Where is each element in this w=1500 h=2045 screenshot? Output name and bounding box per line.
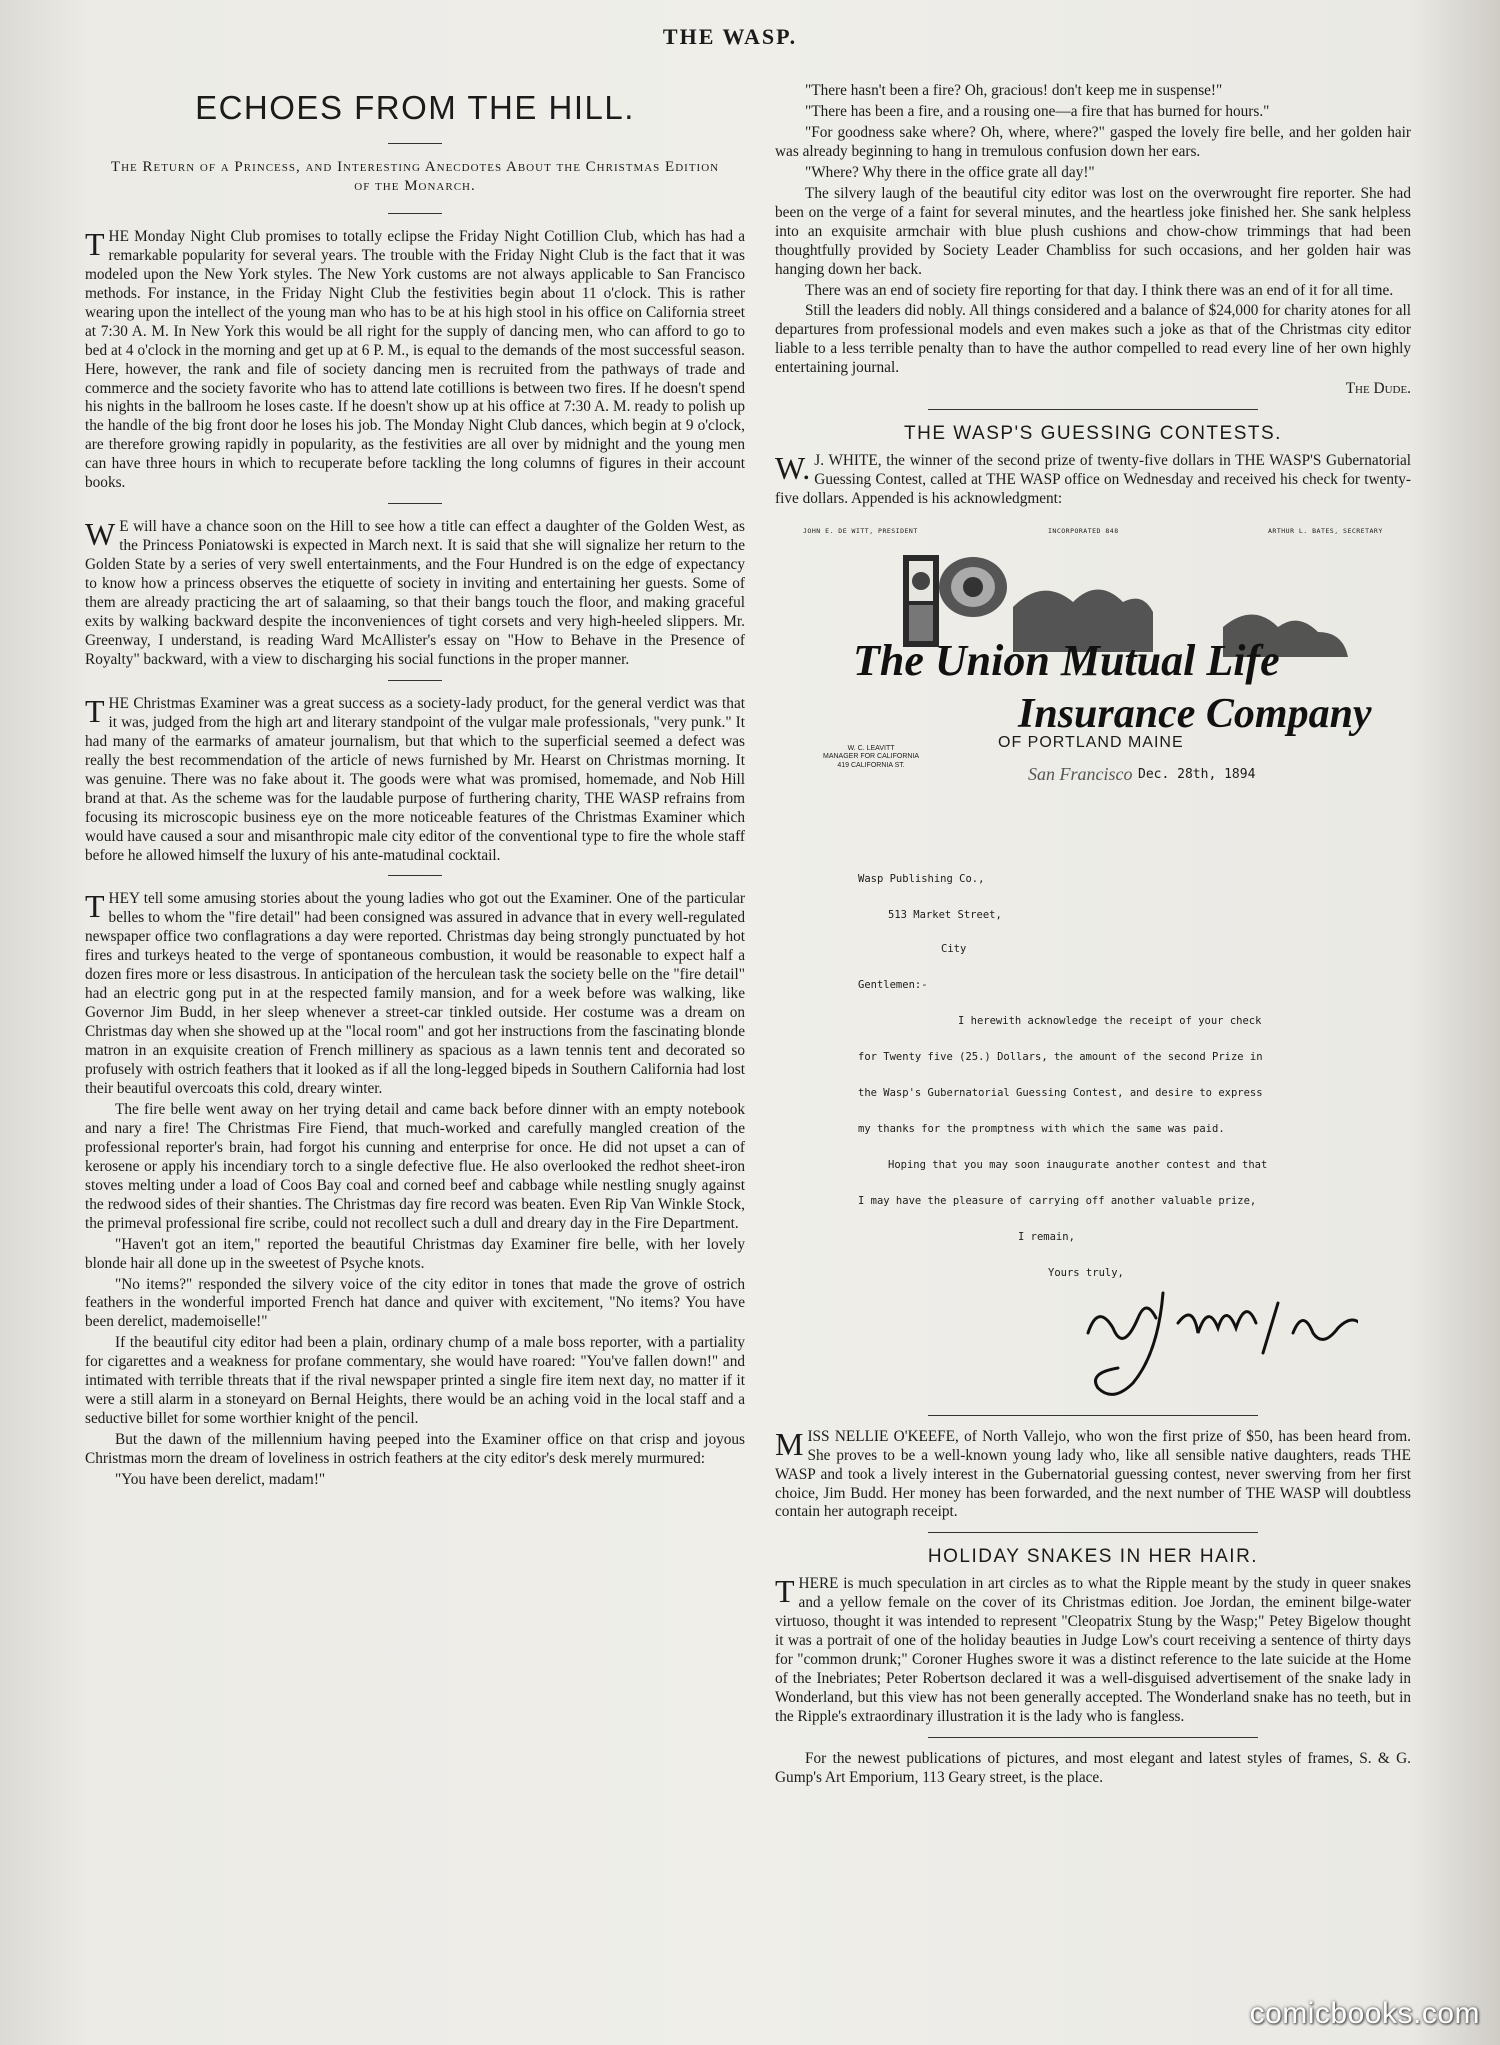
secretary-name: ARTHUR L. BATES, SECRETARY: [1268, 526, 1383, 535]
paragraph: "There hasn't been a fire? Oh, gracious! don't keep me in suspense!": [805, 82, 1223, 99]
masthead: THE WASP.: [662, 24, 798, 49]
incorporated-note: INCORPORATED 848: [1048, 526, 1119, 535]
paragraph: THERE is much speculation in art circles as to what the Ripple meant by the study in queer snakes and a yellow female on the cover of its Christmas edition. Joe Jordan, the eminent bilge-water virtuoso, thought it was intended to represent "Cleopatrix Stung by the Wasp;" Petey Bigelow thought it was a portrait of one of the holiday beauties in Judge Low's court receiving a sentence of thirty days for "common drunk;" Coroner Hughes swore it was a distinct reference to the late suicide at the Home of the Inebriates; Peter Robertson declared it was a well-disguised advertisement of the snake lady in Wonderland, but this view has not been generally accepted. The Wonderland snake has no teeth, but in the Ripple's extraordinary illustration it is the lady who is fangless.: [775, 1572, 1411, 1725]
divider: [388, 143, 442, 144]
letter-address-2: 513 Market Street,: [888, 908, 1002, 921]
paragraph: The silvery laugh of the beautiful city editor was lost on the overwrought fire reporter. She had been on the verge of a faint for several minutes, and the heartless joke finished her. She sank helpless into an exquisite armchair with blue plush cushions and chow-chow trimmings that had been thoughtfully provided by Society Leader Chambliss for such occasions, and her golden hair was hanging down her back.: [775, 184, 1411, 278]
company-name-line2: Insurance Company: [1018, 690, 1372, 737]
letter-body-line: my thanks for the promptness with which the same was paid.: [858, 1122, 1225, 1135]
manager-name: W. C. LEAVITT: [847, 744, 895, 752]
divider: [928, 1737, 1258, 1738]
paragraph: THE Monday Night Club promises to totally eclipse the Friday Night Cotillion Club, which has had a remarkable popularity for several years. The trouble with the Friday Night Club is the fact that it was modeled upon the New York styles. The New York customs are not always applicable to San Francisco methods. For instance, in the Friday Night Club the festivities begin about 11 o'clock. This is rather wearing upon the intellect of the young man who has to be at his high stool in his office on California street at 7:30 A. M. In New York this would be all right for the supply of dancing men, who can afford to go to bed at 4 o'clock in the morning and get up at 6 P. M., is equal to the demands of the most successful season. Here, however, the rank and file of society dancing men is recruited from the pathways of trade and commerce and the society favorite who has to attend late cotillions is between two fires. If he doesn't spend his nights in the ballroom he loses caste. If he doesn't show up at his office at 7:30 A. M. ready to polish up the handle of the big front door he loses his job. The Monday Night Club dances, which begin at 9 o'clock, are therefore growing rapidly in popularity, as the festivities are all over by midnight and the young men can have three hours in which to recuperate before tackling the long columns of figures in their account books.: [85, 225, 745, 492]
acknowledgment-letter: [783, 523, 1403, 1403]
letterhead-officers: [803, 527, 1403, 541]
section-title: HOLIDAY SNAKES IN HER HAIR.: [927, 1546, 1259, 1568]
paragraph: THEY tell some amusing stories about the young ladies who got out the Examiner. One of the particular belles to whom the "fire detail" had been consigned was assured in advance that in every well-regulated newspaper office two conflagrations a day were reported. Christmas day being strongly punctuated by hot fires and turkeys heated to the verge of spontaneous combustion, it would be reasonable to expect half a dozen fires more or less disastrous. In anticipation of the herculean task the society belle on the "fire detail" had an electric gong put in at the respected family mansion, and for a week before was walking, like Governor Jim Budd, in her sleep whenever a street-car tinkled outside. Her costume was a dream on Christmas day when she showed up at the "local room" and got her instructions from the fascinating blonde matron in an exquisite creation of French millinery as spacious as a lawn tennis tent and decorated so profusely with ostrich feathers that it looked as if all the long-legged bipeds in Southern California had lost their beautiful overcoats this cold, dreary winter.: [85, 888, 745, 1097]
paragraph: "You have been derelict, madam!": [115, 1471, 326, 1489]
letter-body-line: the Wasp's Gubernatorial Guessing Contest, and desire to express: [858, 1086, 1263, 1099]
company-name-line1: The Union Mutual Life: [853, 635, 1280, 685]
letter-closing: Yours truly,: [1048, 1266, 1124, 1279]
handwritten-signature: [1068, 1263, 1358, 1403]
president-name: JOHN E. DE WITT, PRESIDENT: [803, 526, 918, 535]
divider: [388, 875, 442, 876]
paragraph: "There has been a fire, and a rousing one—a fire that has burned for hours.": [805, 102, 1270, 120]
article-title: ECHOES FROM THE HILL.: [195, 89, 635, 126]
paragraph: There was an end of society fire reporting for that day. I think there was an end of it for all time.: [805, 281, 1394, 299]
manager-address: 419 CALIFORNIA ST.: [837, 762, 905, 770]
section-title: THE WASP'S GUESSING CONTESTS.: [904, 423, 1282, 445]
article-subtitle: The Return of a Princess, and Interesting Anecdotes About the Christmas Edition of the Monarch.: [110, 158, 720, 195]
divider: [928, 1415, 1258, 1416]
letter-body-line: I may have the pleasure of carrying off another valuable prize,: [858, 1194, 1257, 1207]
company-logo: [843, 547, 1383, 757]
author-signoff: The Dude.: [1345, 380, 1411, 398]
paragraph: THE Christmas Examiner was a great success as a society-lady product, for the general verdict was that it was, judged from the high art and literary standpoint of the vulgar male professionals, "very punk." It had many of the earmarks of amateur journalism, but that which to the superficial seemed a defect was really the best recommendation of the article of news furnished by Mr. Hearst on Christmas morning. It was genuine. There was no fake about it. The goods were what was promised, homemade, and Nob Hill brand at that. As the scheme was for the laudable purpose of furthering charity, THE WASP refrains from focusing its microscopic business eye on the more noticeable features of the Christmas Examiner which would have caused a sour and misanthropic male city editor of the conventional type to fire the whole staff before he allowed himself the luxury of his ante-matudinal cocktail.: [85, 692, 745, 864]
paragraph: "For goodness sake where? Oh, where, where?" gasped the lovely fire belle, and her golden hair was already beginning to hang in tremulous confusion down her ears.: [775, 123, 1411, 160]
letter-body-line: Hoping that you may soon inaugurate another contest and that: [888, 1158, 1268, 1171]
letter-salutation: Gentlemen:-: [858, 978, 928, 991]
company-location: OF PORTLAND MAINE: [998, 733, 1184, 751]
letter-address-3: City: [941, 942, 967, 955]
letter-place: San Francisco: [1028, 763, 1133, 784]
letter-body-line: I herewith acknowledge the receipt of your check: [958, 1014, 1262, 1027]
paragraph: WE will have a chance soon on the Hill to see how a title can effect a daughter of the Golden West, as the Princess Poniatowski is expected in March next. It is said that she will signalize her return to the Golden State by a series of very swell entertainments, and the Four Hundred is on the edge of expectancy to know how a princess observes the etiquette of society in inviting and entertaining her guests. Some of them are already practicing the art of salaaming, so that their bangs touch the floor, and making graceful exits by walking backward despite the inconveniences of tight corsets and very high-heeled slippers. Mr. Greenway, I understand, is reading Ward McAllister's essay on "How to Behave in the Presence of Royalty" backward, with a view to discharging his social functions in the proper manner.: [85, 516, 745, 668]
advertisement-note: For the newest publications of pictures, and most elegant and latest styles of frames, S. & G. Gump's Art Emporium, 113 Geary street, is the place.: [775, 1749, 1411, 1786]
divider: [388, 213, 442, 214]
divider: [928, 1532, 1258, 1533]
paragraph: W.J. WHITE, the winner of the second prize of twenty-five dollars in THE WASP'S Gubernatorial Guessing Contest, called at THE WASP office on Wednesday and received his check for twenty-five dollars. Appended is his acknowledgment:: [775, 449, 1411, 507]
paragraph: The fire belle went away on her trying detail and came back before dinner with an empty notebook and nary a fire! The Christmas Fire Fiend, that much-worked and carefully mangled creation of the professional reporter's brain, had forgot his cunning and enterprise for once. He did not upset a can of kerosene or apply his incendiary torch to a single defective flue. He also overlooked the redhot sheet-iron stoves melting under a load of Coos Bay coal and corned beef and cabbage while nestling snugly against the redwood sides of their shanties. The Christmas day fire record was beaten. Even Rip Van Winkle Stock, the primeval professional fire scribe, could not recollect such a dull and dreary day in the Fire Department.: [85, 1100, 745, 1232]
letter-address-1: Wasp Publishing Co.,: [858, 872, 985, 885]
letter-date: Dec. 28th, 1894: [1138, 766, 1256, 782]
left-column: [85, 82, 745, 1492]
divider: [388, 680, 442, 681]
divider: [388, 503, 442, 504]
paragraph: If the beautiful city editor had been a plain, ordinary chump of a male boss reporter, with a partiality for cigarettes and a weakness for profane commentary, she would have roared: "You've fallen down!" and intimated with terrible threats that if the rival newspaper printed a single fire item next day, no matter if it were a still alarm in a stoneyard on Bernal Heights, there would be an aching void in the local staff and a seductive billet for some worthier knight of the pencil.: [85, 1334, 745, 1428]
letter-body-line: for Twenty five (25.) Dollars, the amount of the second Prize in: [858, 1050, 1263, 1063]
paragraph: "No items?" responded the silvery voice of the city editor in tones that made the grove of ostrich feathers in the wonderful imported French hat dance and quiver with excitement, "No items? You have been derelict, mademoiselle!": [85, 1275, 745, 1331]
right-column: [775, 82, 1411, 1790]
paragraph: "Where? Why there in the office grate all day!": [805, 163, 1095, 181]
paragraph: Still the leaders did nobly. All things considered and a balance of $24,000 for charity atones for all departures from professional models and even makes such a joke as that of the Christmas city editor liable to a less terrible penalty than to have the author compelled to read every line of her own highly entertaining journal.: [775, 302, 1411, 377]
paragraph: "Haven't got an item," reported the beautiful Christmas day Examiner fire belle, with her lovely blonde hair all done up in the sweetest of Psyche knots.: [85, 1235, 745, 1272]
divider: [928, 409, 1258, 410]
manager-title: MANAGER FOR CALIFORNIA: [823, 753, 920, 761]
manager-block: [823, 745, 919, 771]
letter-closing: I remain,: [1018, 1230, 1075, 1243]
paragraph: MISS NELLIE O'KEEFE, of North Vallejo, who won the first prize of $50, has been heard from. She proves to be a well-known young lady who, like all sensible native daughters, reads THE WASP and took a lively interest in the Gubernatorial guessing contest, never swerving from her first choice, Jim Budd. Her money has been forwarded, and the next number of THE WASP will doubtless contain her autograph receipt.: [775, 1425, 1411, 1521]
watermark: comicbooks.com: [1249, 1997, 1480, 2030]
paragraph: But the dawn of the millennium having peeped into the Examiner office on that crisp and joyous Christmas morn the dream of loveliness in ostrich feathers at the city editor's desk merely murmured:: [85, 1431, 745, 1468]
